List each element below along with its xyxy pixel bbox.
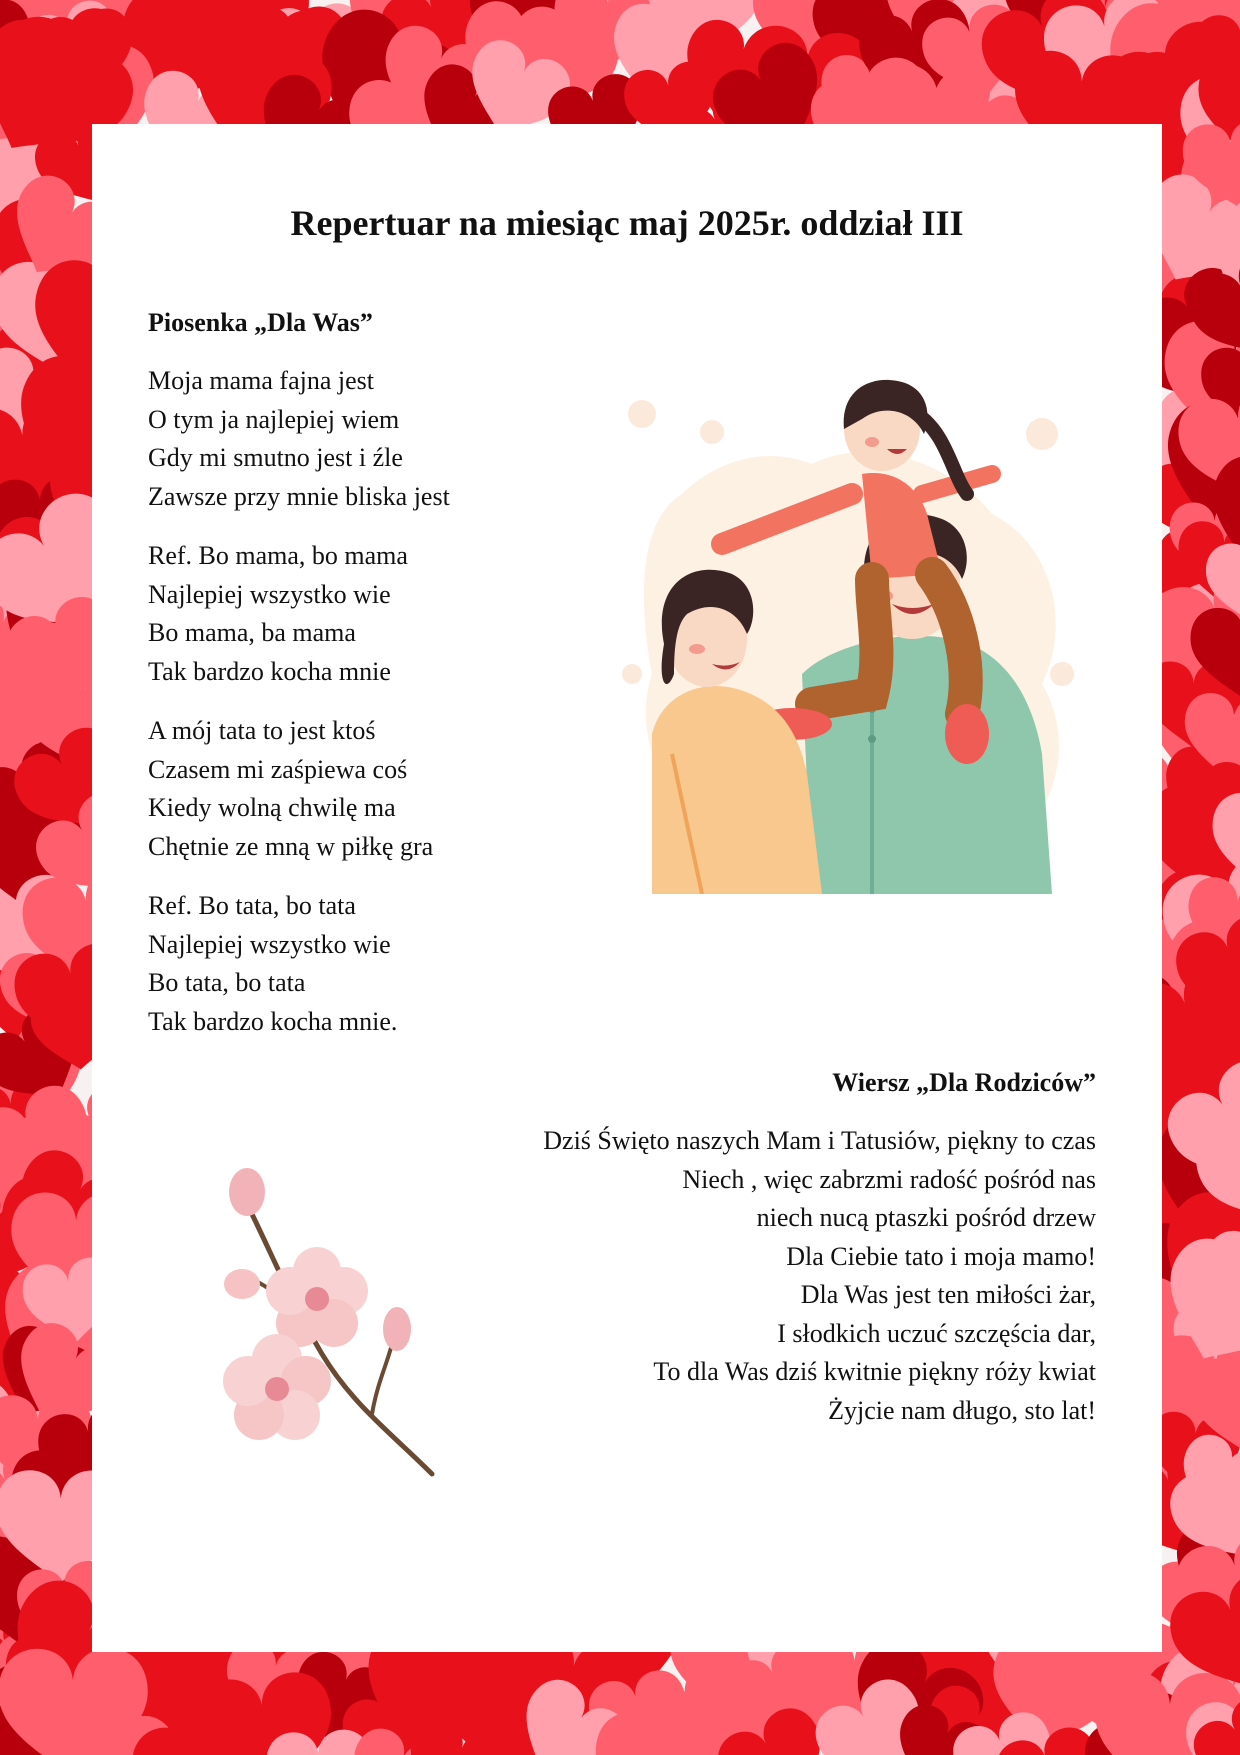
lyric-line: Ref. Bo tata, bo tata bbox=[148, 891, 356, 920]
lyric-line: Tak bardzo kocha mnie bbox=[148, 656, 391, 686]
lyric-line: A mój tata to jest ktoś bbox=[148, 716, 376, 745]
song-lyrics bbox=[148, 362, 608, 1062]
lyric-line: Najlepiej wszystko wie bbox=[148, 579, 391, 609]
poem-line: Dla Ciebie tato i moja mamo! bbox=[786, 1241, 1096, 1271]
lyric-line: Moja mama fajna jest bbox=[148, 366, 374, 395]
family-illustration bbox=[572, 374, 1092, 894]
lyric-line: Bo mama, ba mama bbox=[148, 618, 356, 647]
page bbox=[92, 124, 1162, 1652]
lyric-line: O tym ja najlepiej wiem bbox=[148, 404, 400, 434]
poem-line: Żyjcie nam długo, sto lat! bbox=[828, 1395, 1096, 1425]
lyric-line: Bo tata, bo tata bbox=[148, 968, 306, 997]
poem-line: I słodkich uczuć szczęścia dar, bbox=[777, 1318, 1096, 1348]
poem-line: To dla Was dziś kwitnie piękny róży kwiat bbox=[653, 1357, 1096, 1386]
poem-line: Niech , więc zabrzmi radość pośród nas bbox=[682, 1164, 1096, 1194]
lyric-line: Najlepiej wszystko wie bbox=[148, 929, 391, 959]
stanza bbox=[148, 712, 608, 866]
poem-line: Dziś Święto naszych Mam i Tatusiów, piękny to czas bbox=[543, 1126, 1096, 1155]
poem-heading: Wiersz „Dla Rodziców” bbox=[832, 1068, 1096, 1097]
lyric-line: Zawsze przy mnie bliska jest bbox=[148, 481, 450, 511]
lyric-line: Ref. Bo mama, bo mama bbox=[148, 541, 408, 570]
lyric-line: Tak bardzo kocha mnie. bbox=[148, 1006, 398, 1036]
poem-text bbox=[376, 1122, 1096, 1430]
lyric-line: Gdy mi smutno jest i źle bbox=[148, 443, 403, 472]
poem-line: niech nucą ptaszki pośród drzew bbox=[756, 1203, 1096, 1232]
poem-line: Dla Was jest ten miłości żar, bbox=[800, 1280, 1096, 1309]
cherry-blossom-illustration bbox=[212, 1164, 452, 1494]
stanza bbox=[148, 887, 608, 1041]
stanza bbox=[148, 362, 608, 516]
stanza bbox=[148, 537, 608, 691]
lyric-line: Czasem mi zaśpiewa coś bbox=[148, 754, 408, 784]
lyric-line: Chętnie ze mną w piłkę gra bbox=[148, 831, 434, 861]
page-title: Repertuar na miesiąc maj 2025r. oddział III bbox=[290, 203, 964, 243]
song-heading: Piosenka „Dla Was” bbox=[148, 308, 373, 337]
lyric-line: Kiedy wolną chwilę ma bbox=[148, 793, 396, 822]
